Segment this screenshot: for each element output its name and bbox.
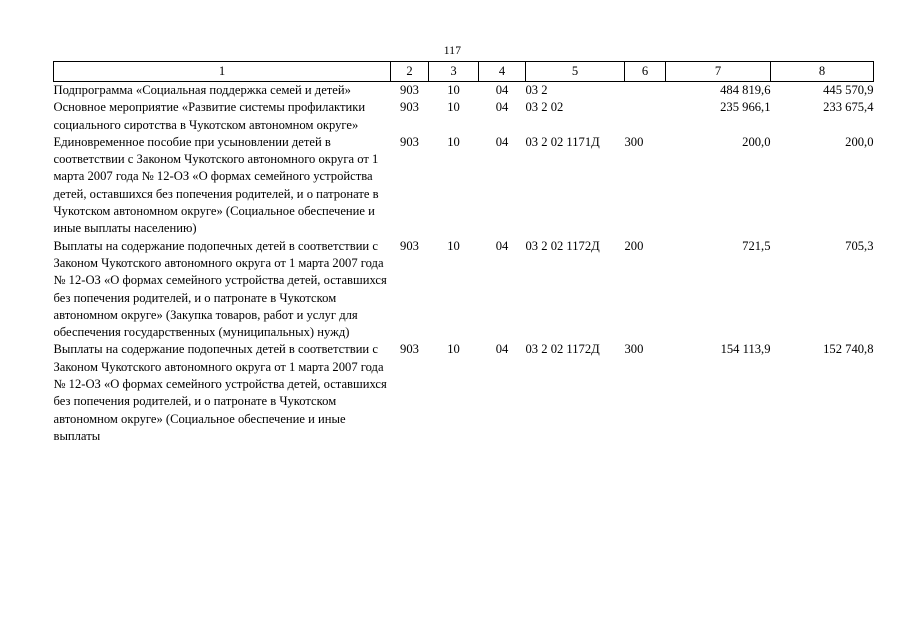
table-row bbox=[54, 82, 874, 100]
row-section-code: 10 bbox=[447, 342, 460, 357]
table-header bbox=[54, 62, 874, 82]
row-target-article: 03 2 02 1172Д bbox=[525, 238, 600, 253]
row-amount-second: 152 740,8 bbox=[823, 342, 874, 357]
row-subsection-code: 04 bbox=[495, 238, 509, 253]
header-cell: 2 bbox=[391, 62, 429, 82]
row-amount-second: 233 675,4 bbox=[823, 100, 874, 115]
row-target-article: 03 2 02 1172Д bbox=[525, 342, 600, 357]
header-cell: 6 bbox=[625, 62, 666, 82]
table-row bbox=[54, 238, 874, 342]
row-description: Основное мероприятие «Развитие системы профилактики социального сиротства в Чукотском автономном округе» bbox=[53, 100, 366, 132]
row-amount-second: 200,0 bbox=[845, 134, 874, 149]
row-expense-type bbox=[625, 82, 666, 100]
row-subsection-code: 04 bbox=[495, 134, 509, 149]
header-cell: 4 bbox=[479, 62, 526, 82]
header-cell: 5 bbox=[526, 62, 625, 82]
row-subsection-code: 04 bbox=[495, 83, 509, 97]
row-section-code: 10 bbox=[447, 134, 460, 149]
row-target-article: 03 2 02 1171Д bbox=[525, 134, 600, 149]
table-row bbox=[54, 134, 874, 238]
row-amount-first: 721,5 bbox=[742, 238, 771, 253]
row-grbs-code: 903 bbox=[400, 238, 419, 253]
row-expense-type: 200 bbox=[624, 238, 644, 253]
header-cell: 7 bbox=[666, 62, 771, 82]
row-description: Подпрограмма «Социальная поддержка семей и детей» bbox=[53, 83, 351, 97]
header-cell: 3 bbox=[429, 62, 479, 82]
row-section-code: 10 bbox=[447, 83, 460, 97]
row-subsection-code: 04 bbox=[495, 342, 509, 357]
row-amount-first: 200,0 bbox=[742, 134, 771, 149]
row-subsection-code: 04 bbox=[495, 100, 509, 115]
row-target-article: 03 2 bbox=[525, 83, 548, 97]
row-amount-first: 484 819,6 bbox=[720, 83, 771, 97]
row-grbs-code: 903 bbox=[400, 83, 419, 97]
row-target-article: 03 2 02 bbox=[525, 100, 564, 115]
row-grbs-code: 903 bbox=[400, 342, 419, 357]
row-amount-second: 705,3 bbox=[845, 238, 874, 253]
row-description: Выплаты на содержание подопечных детей в соответствии с Законом Чукотского автономного округа от 1 марта 2007 года № 12-ОЗ «О формах семейного устройства детей, оставшихся без попечения родителей, и о патронате в Чукотском автономном округе» (Закупка товаров, работ и услуг для обеспечения государственных (муниципальных) нужд) bbox=[53, 238, 387, 340]
header-cell: 8 bbox=[771, 62, 874, 82]
row-expense-type: 300 bbox=[624, 342, 644, 357]
budget-table bbox=[53, 61, 874, 445]
row-amount-second: 445 570,9 bbox=[823, 83, 874, 97]
header-row bbox=[54, 62, 874, 82]
row-description: Выплаты на содержание подопечных детей в соответствии с Законом Чукотского автономного округа от 1 марта 2007 года № 12-ОЗ «О формах семейного устройства детей, оставшихся без попечения родителей, и о патронате в Чукотском автономном округе» (Социальное обеспечение и иные выплаты bbox=[53, 342, 387, 443]
table-body bbox=[54, 82, 874, 446]
row-grbs-code: 903 bbox=[400, 100, 419, 115]
table-row bbox=[54, 99, 874, 134]
row-section-code: 10 bbox=[447, 238, 460, 253]
row-expense-type: 300 bbox=[624, 134, 644, 149]
row-grbs-code: 903 bbox=[400, 134, 419, 149]
page-number: 117 bbox=[443, 45, 462, 57]
row-section-code: 10 bbox=[447, 100, 460, 115]
row-amount-first: 154 113,9 bbox=[720, 342, 771, 357]
table-row bbox=[54, 341, 874, 445]
row-description: Единовременное пособие при усыновлении детей в соответствии с Законом Чукотского автономного округа от 1 марта 2007 года № 12-ОЗ «О формах семейного устройства детей, оставшихся без попечения родителей, и о патронате в Чукотском автономном округе» (Социальное обеспечение и иные выплаты населению) bbox=[53, 134, 379, 236]
row-expense-type bbox=[625, 99, 666, 134]
row-amount-first: 235 966,1 bbox=[720, 100, 771, 115]
header-cell: 1 bbox=[54, 62, 391, 82]
